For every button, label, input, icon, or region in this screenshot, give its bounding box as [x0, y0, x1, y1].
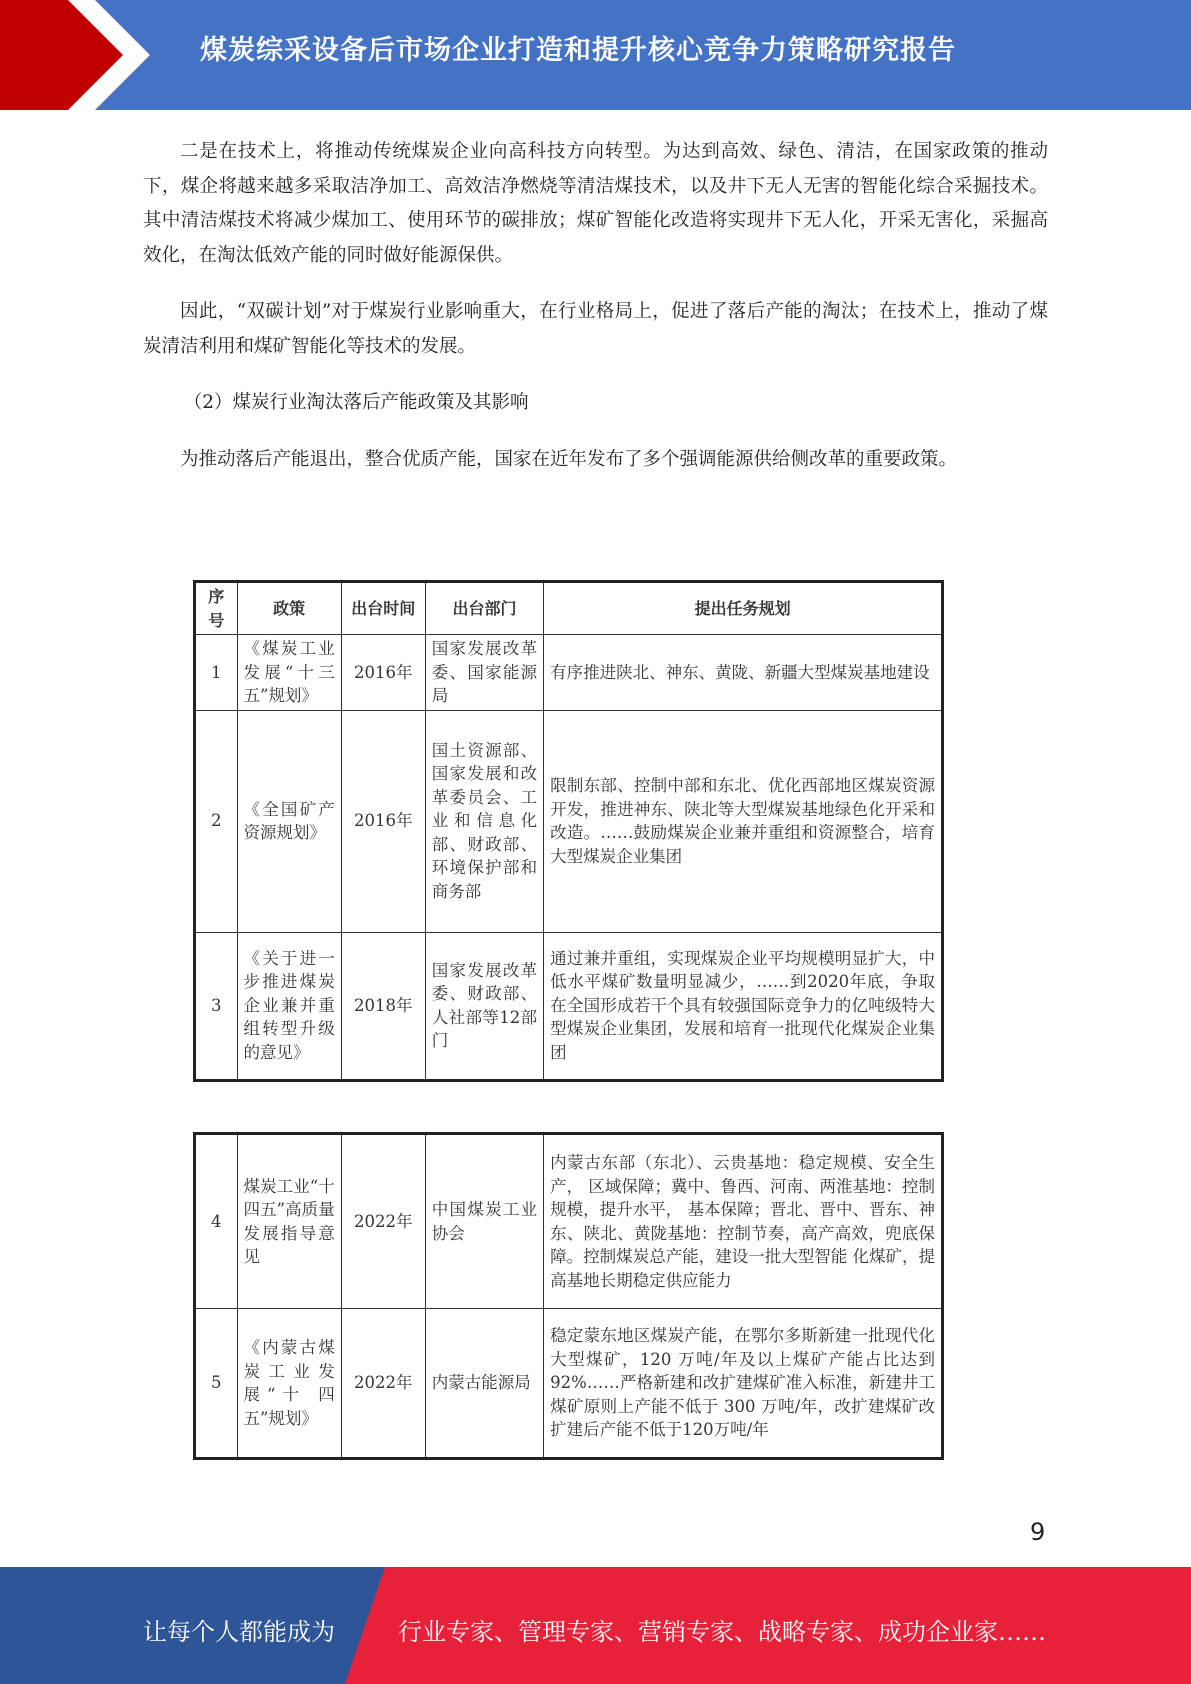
cell-dept: 国家发展改革委、国家能源局 — [425, 635, 543, 711]
footer-slogan-left: 让每个人都能成为 — [143, 1618, 335, 1646]
cell-policy: 《煤炭工业发展“十三五”规划》 — [237, 635, 341, 711]
page-header — [0, 0, 1191, 110]
table-row — [195, 932, 943, 1080]
cell-task: 限制东部、控制中部和东北、优化西部地区煤炭资源开发，推进神东、陕北等大型煤炭基地绿色化开采和改造。……鼓励煤炭企业兼并重组和资源整合，培育大型煤炭企业集团 — [544, 710, 943, 932]
cell-task: 内蒙古东部（东北）、云贵基地：稳定规模、安全生产， 区域保障；冀中、鲁西、河南、两淮基地：控制规模，提升水平， 基本保障；晋北、晋中、晋东、神东、陕北、黄陇基地：控制节奏，高产高效，兜底保障。控制煤炭总产能，建设一批大型智能 化煤矿，提高基地长期稳定供应能力 — [544, 1134, 943, 1309]
table-row — [195, 1134, 943, 1309]
header-no: 序号 — [195, 582, 238, 635]
cell-dept: 国土资源部、国家发展和改革委员会、工业和信息化部、财政部、环境保护部和商务部 — [425, 710, 543, 932]
footer-slogan-right: 行业专家、管理专家、营销专家、战略专家、成功企业家…… — [398, 1618, 1046, 1646]
paragraph: 二是在技术上，将推动传统煤炭企业向高科技方向转型。为达到高效、绿色、清洁，在国家政策的推动下，煤企将越来越多采取洁净加工、高效洁净燃烧等清洁煤技术，以及井下无人无害的智能化综合采掘技术。其中清洁煤技术将减少煤加工、使用环节的碳排放；煤矿智能化改造将实现井下无人化，开采无害化，采掘高效化，在淘汰低效产能的同时做好能源保供。 — [143, 141, 1048, 266]
section-heading: （2）煤炭行业淘汰落后产能政策及其影响 — [183, 392, 529, 413]
report-title: 煤炭综采设备后市场企业打造和提升核心竞争力策略研究报告 — [200, 35, 956, 66]
policy-table-continued — [193, 1132, 944, 1460]
cell-policy: 煤炭工业“十四五”高质量发展指导意见 — [237, 1134, 341, 1309]
cell-year: 2022年 — [341, 1309, 425, 1459]
header-policy: 政策 — [237, 582, 341, 635]
cell-no: 3 — [195, 932, 238, 1080]
cell-policy: 《全国矿产资源规划》 — [237, 710, 341, 932]
table-row — [195, 1309, 943, 1459]
cell-no: 1 — [195, 635, 238, 711]
cell-year: 2022年 — [341, 1134, 425, 1309]
cell-no: 4 — [195, 1134, 238, 1309]
cell-year: 2016年 — [341, 710, 425, 932]
paragraph: 因此，“双碳计划”对于煤炭行业影响重大，在行业格局上，促进了落后产能的淘汰；在技术上，推动了煤炭清洁利用和煤矿智能化等技术的发展。 — [143, 301, 1048, 357]
cell-task: 稳定蒙东地区煤炭产能，在鄂尔多斯新建一批现代化大型煤矿，120 万吨/年及以上煤矿产能占比达到 92%……严格新建和改扩建煤矿准入标准，新建井工煤矿原则上产能不低于 300 万吨/年，改扩建煤矿改扩建后产能不低于120万吨/年 — [544, 1309, 943, 1459]
cell-year: 2016年 — [341, 635, 425, 711]
paragraph: 为推动落后产能退出，整合优质产能，国家在近年发布了多个强调能源供给侧改革的重要政策。 — [180, 448, 958, 470]
table-header-row — [195, 582, 943, 635]
page-number: 9 — [1030, 1518, 1046, 1546]
cell-task: 通过兼并重组，实现煤炭企业平均规模明显扩大，中低水平煤矿数量明显减少，……到2020年底，争取在全国形成若干个具有较强国际竞争力的亿吨级特大型煤炭企业集团，发展和培育一批现代化煤炭企业集团 — [544, 932, 943, 1080]
policy-table — [193, 580, 944, 1082]
cell-dept: 内蒙古能源局 — [425, 1309, 543, 1459]
cell-dept: 中国煤炭工业协会 — [425, 1134, 543, 1309]
header-dept: 出台部门 — [425, 582, 543, 635]
body-text — [143, 135, 1048, 499]
table-row — [195, 635, 943, 711]
header-task: 提出任务规划 — [544, 582, 943, 635]
cell-task: 有序推进陕北、神东、黄陇、新疆大型煤炭基地建设 — [544, 635, 943, 711]
page-footer — [0, 1567, 1191, 1684]
cell-year: 2018年 — [341, 932, 425, 1080]
cell-no: 5 — [195, 1309, 238, 1459]
table-row — [195, 710, 943, 932]
cell-no: 2 — [195, 710, 238, 932]
cell-policy: 《关于进一步推进煤炭企业兼并重组转型升级的意见》 — [237, 932, 341, 1080]
header-time: 出台时间 — [341, 582, 425, 635]
cell-dept: 国家发展改革委、财政部、人社部等12部门 — [425, 932, 543, 1080]
cell-policy: 《内蒙古煤炭工业发展“十 四五”规划》 — [237, 1309, 341, 1459]
